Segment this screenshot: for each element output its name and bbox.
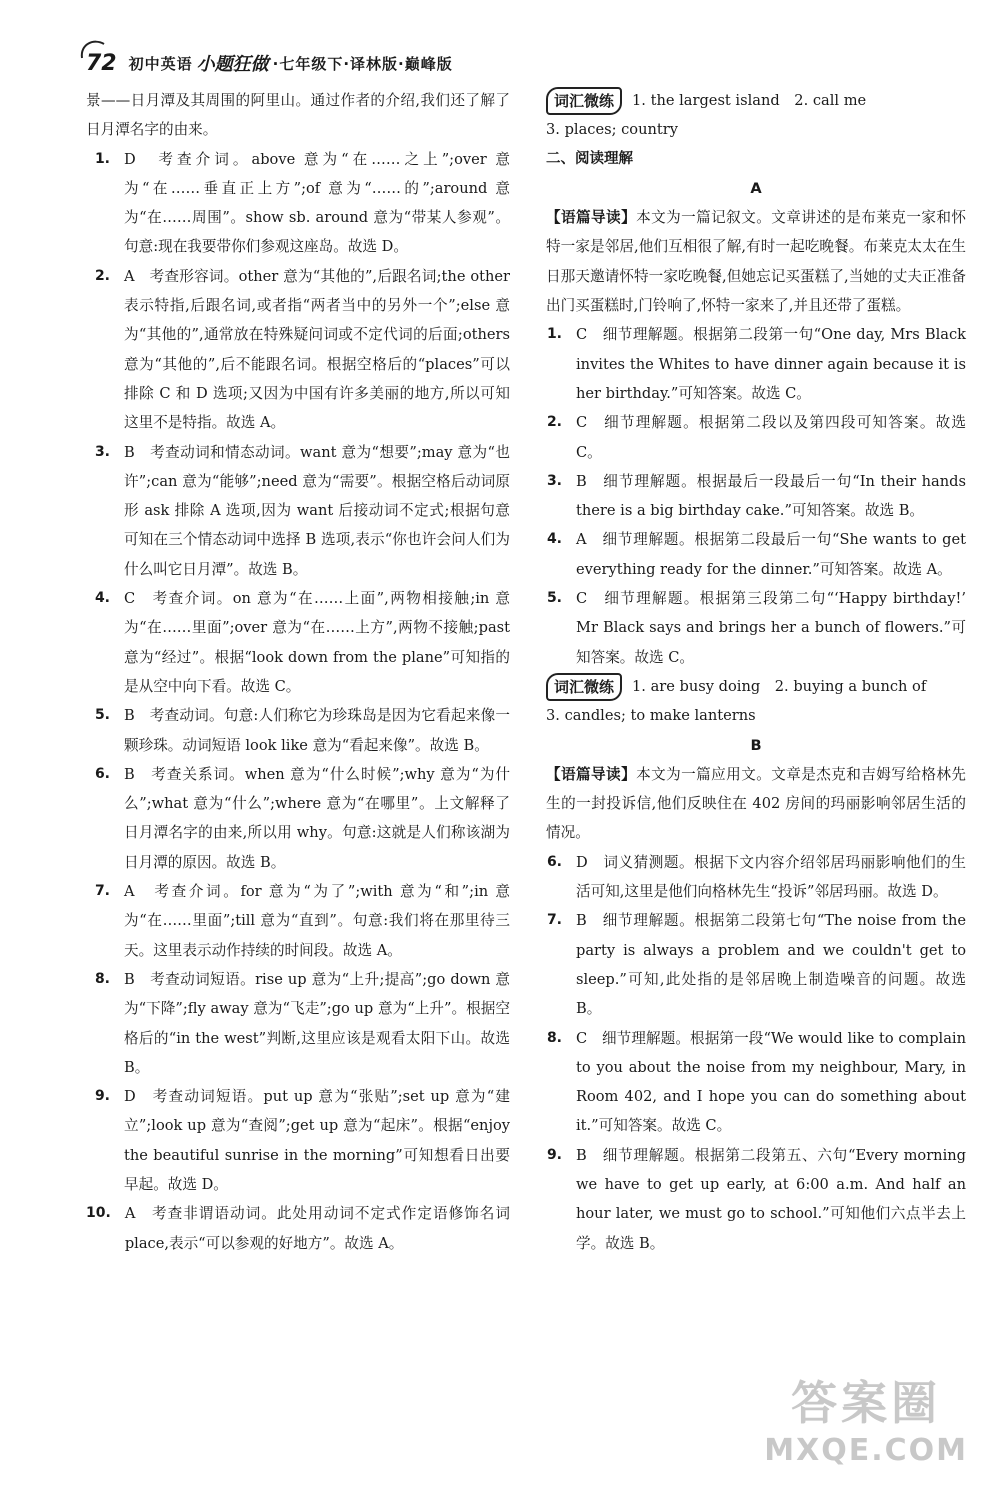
left-column — [86, 86, 510, 1258]
answer-item — [86, 965, 510, 1082]
answer-number: 1. — [94, 150, 110, 167]
vocab-answers-line2: 3. places; country — [546, 121, 678, 139]
answer-number: 4. — [94, 590, 110, 607]
answer-item — [86, 1199, 510, 1258]
vocab-practice-2 — [546, 672, 966, 701]
answer-explanation: B 考查关系词。when 意为“什么时候”;why 意为“为什么”;what 意为“什么”;where 意为“在哪里”。上文解释了日月潭名字的由来,所以用 why。句意:这就是人们称该湖为日月潭的原因。故选 B。 — [124, 765, 510, 871]
answer-explanation: D 词义猜测题。根据下文内容介绍邻居玛丽影响他们的生活可知,这里是他们向格林先生“投诉”邻居玛丽。故选 D。 — [576, 853, 966, 901]
left-answer-list — [86, 145, 510, 1258]
answer-explanation: D 考查动词短语。put up 意为“张贴”;set up 意为“建立”;look up 意为“查阅”;get up 意为“起床”。根据“enjoy the beautiful sunrise in the morning”可知想看日出要早起。故选 D。 — [124, 1088, 510, 1193]
answer-number: 10. — [86, 1205, 111, 1222]
answer-number: 5. — [94, 707, 110, 724]
answer-item — [546, 906, 966, 1023]
answer-item — [86, 701, 510, 760]
answer-explanation: B 考查动词。句意:人们称它为珍珠岛是因为它看起来像一颗珍珠。动词短语 look like 意为“看起来像”。故选 B。 — [124, 707, 510, 754]
answer-number: 1. — [546, 326, 562, 343]
answer-item — [86, 438, 510, 584]
answer-explanation: C 细节理解题。根据第一段“We would like to complain to you about the noise from my neighbour, Mary, in Room 402, and I hope you can do something about it.”可知答案。故选 C。 — [576, 1029, 966, 1135]
intro-text: 本文为一篇记叙文。文章讲述的是布莱克一家和怀特一家是邻居,他们互相很了解,有时一起吃晚餐。布莱克太太在生日那天邀请怀特一家吃晚餐,但她忘记买蛋糕了,当她的丈夫正准备出门买蛋糕时,门铃响了,怀特一家来了,并且还带了蛋糕。 — [546, 209, 966, 315]
vocab-answers-line1: 1. the largest island 2. call me — [632, 92, 867, 109]
answer-item — [546, 408, 966, 467]
passage-a-answer-list — [546, 320, 966, 672]
vocab-answers-line2: 3. candles; to make lanterns — [546, 707, 756, 725]
answer-number: 9. — [94, 1088, 110, 1105]
answer-item — [546, 848, 966, 907]
answer-number: 2. — [94, 267, 110, 284]
answer-item — [546, 467, 966, 526]
intro-text: 本文为一篇应用文。文章是杰克和吉姆写给格林先生的一封投诉信,他们反映住在 402 房间的玛丽影响邻居生活的情况。 — [546, 765, 966, 842]
vocab-badge: 词汇微练 — [546, 673, 622, 701]
series-title: 初中英语 — [128, 54, 193, 73]
answer-item — [546, 1141, 966, 1258]
answer-number: 2. — [546, 414, 562, 431]
answer-number: 5. — [546, 590, 562, 607]
vocab-badge: 词汇微练 — [546, 87, 622, 115]
answer-item — [546, 320, 966, 408]
intro-continued: 景——日月潭及其周围的阿里山。通过作者的介绍,我们还了解了日月潭名字的由来。 — [86, 92, 510, 139]
vocab-practice-1 — [546, 86, 966, 115]
answer-explanation: C 考查介词。on 意为“在……上面”,两物相接触;in 意为“在……里面”;over 意为“在……上方”,两物不接触;past 意为“经过”。根据“look down from the plane”可知指的是从空中向下看。故选 C。 — [124, 590, 510, 695]
vocab-answers-line1: 1. are busy doing 2. buying a bunch of — [632, 677, 927, 695]
answer-item — [86, 584, 510, 701]
answer-item — [546, 525, 966, 584]
answer-number: 4. — [546, 531, 562, 548]
answer-explanation: A 考查非谓语动词。此处用动词不定式作定语修饰名词 place,表示“可以参观的好地方”。故选 A。 — [124, 1205, 510, 1252]
answer-number: 6. — [546, 853, 562, 870]
answer-explanation: A 细节理解题。根据第二段最后一句“She wants to get everything ready for the dinner.”可知答案。故选 A。 — [576, 531, 966, 578]
answer-explanation: B 考查动词和情态动词。want 意为“想要”;may 意为“也许”;can 意为“能够”;need 意为“需要”。根据空格后动词原形 ask 排除 A 选项,因为 want 后接动词不定式;根据句意可知在三个情态动词中选择 B 选项,表示“你也许会问人们为什么叫它日月潭”。故选 B。 — [124, 443, 510, 578]
intro-tag: 【语篇导读】 — [546, 765, 637, 783]
answer-number: 7. — [546, 912, 562, 929]
answer-item — [86, 145, 510, 262]
answer-number: 3. — [94, 443, 110, 460]
answer-explanation: C 细节理解题。根据第二段第一句“One day, Mrs Black invites the Whites to have dinner again because it is her birthday.”可知答案。故选 C。 — [576, 326, 966, 402]
brand-logo: 小题狂做 — [196, 54, 269, 75]
answer-number: 7. — [94, 883, 110, 900]
passage-a-intro — [546, 203, 966, 320]
answer-number: 3. — [546, 472, 562, 489]
answer-item — [546, 1024, 966, 1141]
answer-explanation: B 考查动词短语。rise up 意为“上升;提高”;go down 意为“下降”;fly away 意为“飞走”;go up 意为“上升”。根据空格后的“in the west”判断,这里应该是观看太阳下山。故选 B。 — [124, 970, 511, 1076]
intro-tag: 【语篇导读】 — [546, 209, 637, 227]
answer-item — [86, 760, 510, 877]
passage-b-intro — [546, 760, 966, 848]
page-header — [86, 46, 966, 80]
answer-item — [86, 262, 510, 438]
section-heading: 二、阅读理解 — [546, 150, 633, 167]
answer-explanation: A 考查介词。for 意为“为了”;with 意为“和”;in 意为“在……里面”;till 意为“直到”。句意:我们将在那里待三天。这里表示动作持续的时间段。故选 A。 — [124, 883, 510, 959]
passage-a-letter: A — [750, 179, 762, 197]
passage-b-letter: B — [750, 736, 762, 754]
answer-explanation: C 细节理解题。根据第三段第二句“‘Happy birthday!’ Mr Black says and brings her a bunch of flowers.”可知答案。故选 C。 — [576, 590, 966, 666]
answer-number: 9. — [546, 1146, 562, 1163]
answer-explanation: B 细节理解题。根据第二段第五、六句“Every morning we have to get up early, at 6:00 a.m. And half an hour later, we must go to school.”可知他们六点半去上学。故选 B。 — [576, 1146, 966, 1252]
answer-number: 8. — [94, 970, 110, 987]
answer-explanation: D 考查介词。above 意为“在……之上”;over 意为“在……垂直正上方”;of 意为“……的”;around 意为“在……周围”。show sb. around 意为“带某人参观”。句意:现在我要带你们参观这座岛。故选 D。 — [124, 150, 510, 256]
watermark-url: MXQE.COM — [764, 1433, 968, 1468]
answer-explanation: C 细节理解题。根据第二段以及第四段可知答案。故选 C。 — [576, 414, 966, 461]
answer-explanation: B 细节理解题。根据最后一段最后一句“In their hands there is a big birthday cake.”可知答案。故选 B。 — [576, 472, 966, 520]
watermark-logo-text: 答案圈 — [791, 1376, 942, 1430]
answer-number: 8. — [546, 1029, 562, 1046]
answer-explanation: B 细节理解题。根据第二段第七句“The noise from the party is always a problem and we couldn't get to sleep.”可知,此处指的是邻居晚上制造噪音的问题。故选 B。 — [576, 912, 966, 1018]
page-number: 72 — [86, 50, 117, 76]
answer-item — [86, 877, 510, 965]
answer-item — [86, 1082, 510, 1199]
right-column — [546, 86, 966, 1258]
passage-b-answer-list — [546, 848, 966, 1258]
answer-explanation: A 考查形容词。other 意为“其他的”,后跟名词;the other 表示特指,后跟名词,或者指“两者当中的另外一个”;else 意为“其他的”,通常放在特殊疑问词或不定代词的后面;others 意为“其他的”,后不能跟名词。根据空格后的“places”可以排除 C 和 D 选项;又因为中国有许多美丽的地方,所以可知这里不是特指。故选 A。 — [124, 267, 510, 432]
answer-item — [546, 584, 966, 672]
book-meta: ·七年级下·译林版·巅峰版 — [272, 54, 453, 73]
watermark — [764, 1367, 968, 1468]
answer-number: 6. — [94, 765, 110, 782]
